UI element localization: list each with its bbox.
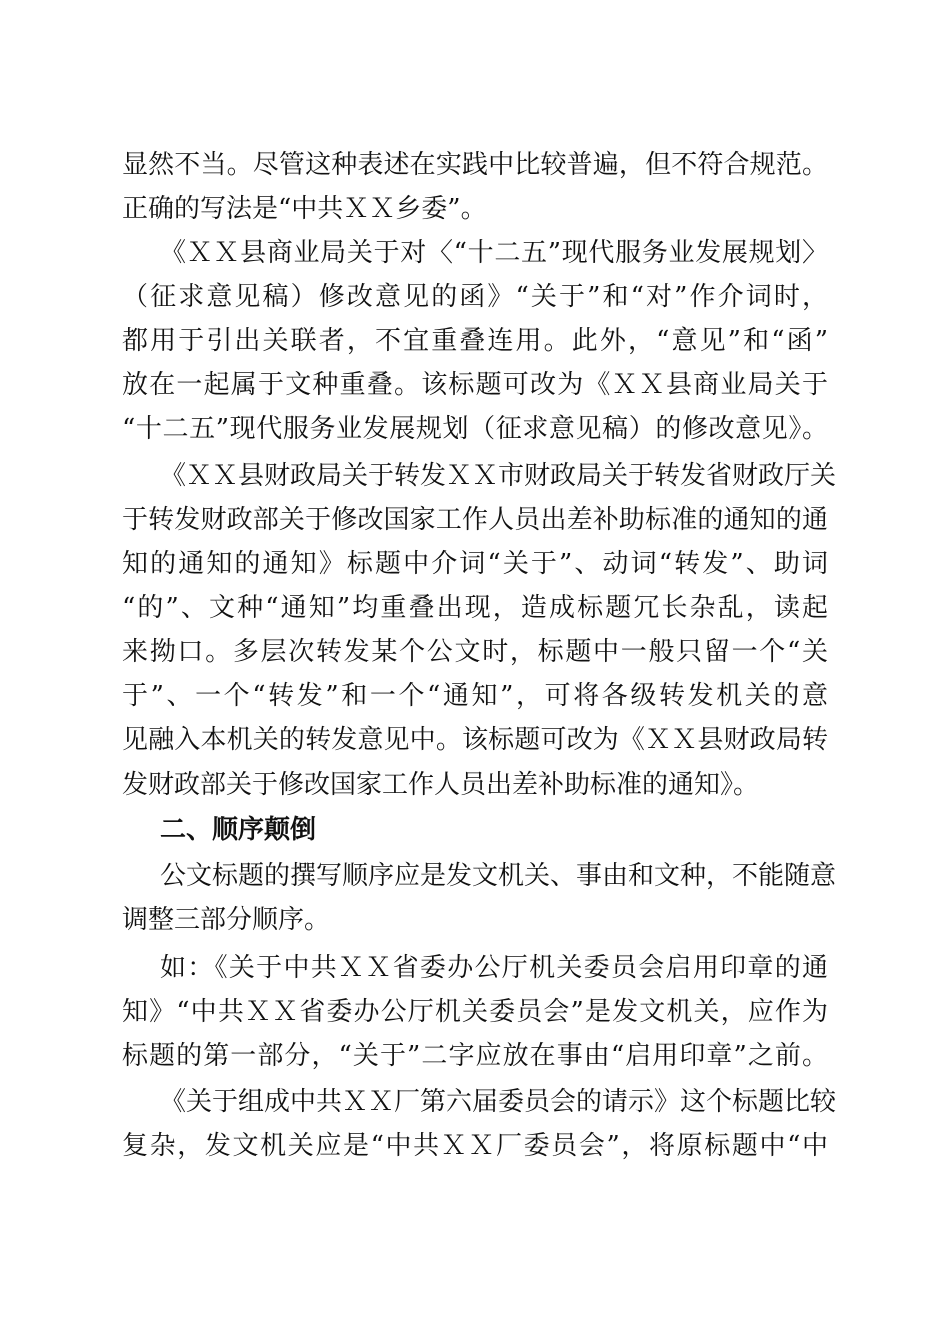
text-line: 都用于引出关联者，不宜重叠连用。此外，“意见”和“函” <box>122 326 828 356</box>
text-line: 来拗口。多层次转发某个公文时，标题中一般只留一个“关 <box>122 637 828 667</box>
paragraph-start: 公文标题的撰写顺序应是发文机关、事由和文种，不能随意 <box>160 861 837 891</box>
text-line: 调整三部分顺序。 <box>122 905 331 935</box>
text-line: 于转发财政部关于修改国家工作人员出差补助标准的通知的通 <box>122 505 828 535</box>
text-line: 标题的第一部分，“关于”二字应放在事由“启用印章”之前。 <box>122 1041 828 1071</box>
paragraph-start: 《ＸＸ县商业局关于对〈“十二五”现代服务业发展规划〉 <box>160 238 828 268</box>
text-line: （征求意见稿）修改意见的函》“关于”和“对”作介词时， <box>122 282 828 312</box>
text-line: 见融入本机关的转发意见中。该标题可改为《ＸＸ县财政局转 <box>122 725 828 755</box>
text-line: 放在一起属于文种重叠。该标题可改为《ＸＸ县商业局关于 <box>122 370 828 400</box>
text-line: 发财政部关于修改国家工作人员出差补助标准的通知》。 <box>122 770 760 800</box>
paragraph-start: 《ＸＸ县财政局关于转发ＸＸ市财政局关于转发省财政厅关 <box>160 461 837 491</box>
text-line: 于”、一个“转发”和一个“通知”，可将各级转发机关的意 <box>122 681 828 711</box>
paragraph-start: 如：《关于中共ＸＸ省委办公厅机关委员会启用印章的通 <box>160 953 828 983</box>
text-line: 知的通知的通知》标题中介词“关于”、动词“转发”、助词 <box>122 549 828 579</box>
text-line: “的”、文种“通知”均重叠出现，造成标题冗长杂乱，读起 <box>122 593 828 623</box>
section-heading: 二、顺序颠倒 <box>160 815 317 845</box>
text-line: 正确的写法是“中共ＸＸ乡委”。 <box>122 194 487 224</box>
text-line: 显然不当。尽管这种表述在实践中比较普遍，但不符合规范。 <box>122 150 828 180</box>
text-line: 知》“中共ＸＸ省委办公厅机关委员会”是发文机关，应作为 <box>122 997 828 1027</box>
text-line: “十二五”现代服务业发展规划（征求意见稿）的修改意见》。 <box>122 414 828 444</box>
text-line: 复杂，发文机关应是“中共ＸＸ厂委员会”，将原标题中“中 <box>122 1131 828 1161</box>
paragraph-start: 《关于组成中共ＸＸ厂第六届委员会的请示》这个标题比较 <box>160 1087 837 1117</box>
